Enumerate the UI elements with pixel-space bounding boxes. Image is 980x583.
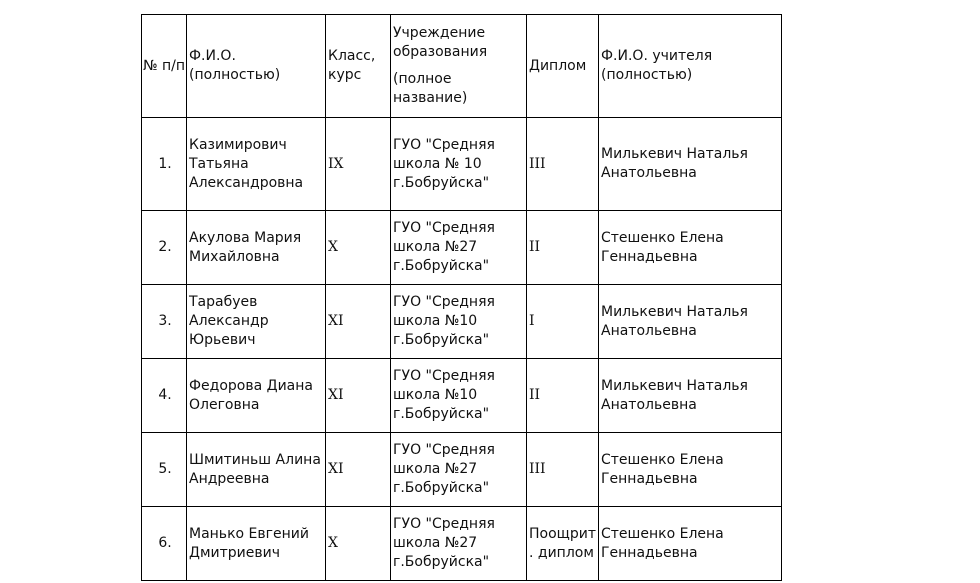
institution-name: ГУО "Средняя школа №27 г.Бобруйска" xyxy=(391,211,527,285)
teacher-name: Стешенко Елена Геннадьевна xyxy=(599,433,782,507)
institution-name: ГУО "Средняя школа №27 г.Бобруйска" xyxy=(391,507,527,581)
table-row xyxy=(142,433,782,507)
teacher-name: Милькевич Наталья Анатольевна xyxy=(599,359,782,433)
teacher-name: Стешенко Елена Геннадьевна xyxy=(599,507,782,581)
student-name: Казимирович Татьяна Александровна xyxy=(187,118,326,211)
student-name: Акулова Мария Михайловна xyxy=(187,211,326,285)
diploma-award: II xyxy=(527,211,599,285)
student-grade: XI xyxy=(326,285,391,359)
header-institution xyxy=(391,15,527,118)
diploma-award: II xyxy=(527,359,599,433)
table-header-row xyxy=(142,15,782,118)
diploma-award: III xyxy=(527,118,599,211)
teacher-name: Милькевич Наталья Анатольевна xyxy=(599,285,782,359)
row-number: 6. xyxy=(142,507,187,581)
student-grade: XI xyxy=(326,359,391,433)
table-row xyxy=(142,118,782,211)
student-grade: X xyxy=(326,507,391,581)
header-full-name: Ф.И.О. (полностью) xyxy=(187,15,326,118)
teacher-name: Стешенко Елена Геннадьевна xyxy=(599,211,782,285)
header-diploma: Диплом xyxy=(527,15,599,118)
teacher-name: Милькевич Наталья Анатольевна xyxy=(599,118,782,211)
institution-name: ГУО "Средняя школа №10 г.Бобруйска" xyxy=(391,285,527,359)
header-number: № п/п xyxy=(142,15,187,118)
student-name: Шмитиньш Алина Андреевна xyxy=(187,433,326,507)
header-grade: Класс, курс xyxy=(326,15,391,118)
table-row xyxy=(142,507,782,581)
student-name: Тарабуев Александр Юрьевич xyxy=(187,285,326,359)
row-number: 2. xyxy=(142,211,187,285)
institution-name: ГУО "Средняя школа №10 г.Бобруйска" xyxy=(391,359,527,433)
table-row xyxy=(142,211,782,285)
results-table xyxy=(141,14,782,581)
table-row xyxy=(142,359,782,433)
row-number: 1. xyxy=(142,118,187,211)
institution-name: ГУО "Средняя школа №27 г.Бобруйска" xyxy=(391,433,527,507)
diploma-award: I xyxy=(527,285,599,359)
student-name: Федорова Диана Олеговна xyxy=(187,359,326,433)
student-grade: XI xyxy=(326,433,391,507)
row-number: 3. xyxy=(142,285,187,359)
institution-name: ГУО "Средняя школа № 10 г.Бобруйска" xyxy=(391,118,527,211)
header-institution-subtitle: (полное название) xyxy=(393,71,468,106)
diploma-award: III xyxy=(527,433,599,507)
header-institution-title: Учреждение образования xyxy=(393,25,488,60)
row-number: 5. xyxy=(142,433,187,507)
diploma-award: Поощрит. диплом xyxy=(527,507,599,581)
table-row xyxy=(142,285,782,359)
student-name: Манько Евгений Дмитриевич xyxy=(187,507,326,581)
header-teacher: Ф.И.О. учителя (полностью) xyxy=(599,15,782,118)
student-grade: IX xyxy=(326,118,391,211)
student-grade: X xyxy=(326,211,391,285)
row-number: 4. xyxy=(142,359,187,433)
